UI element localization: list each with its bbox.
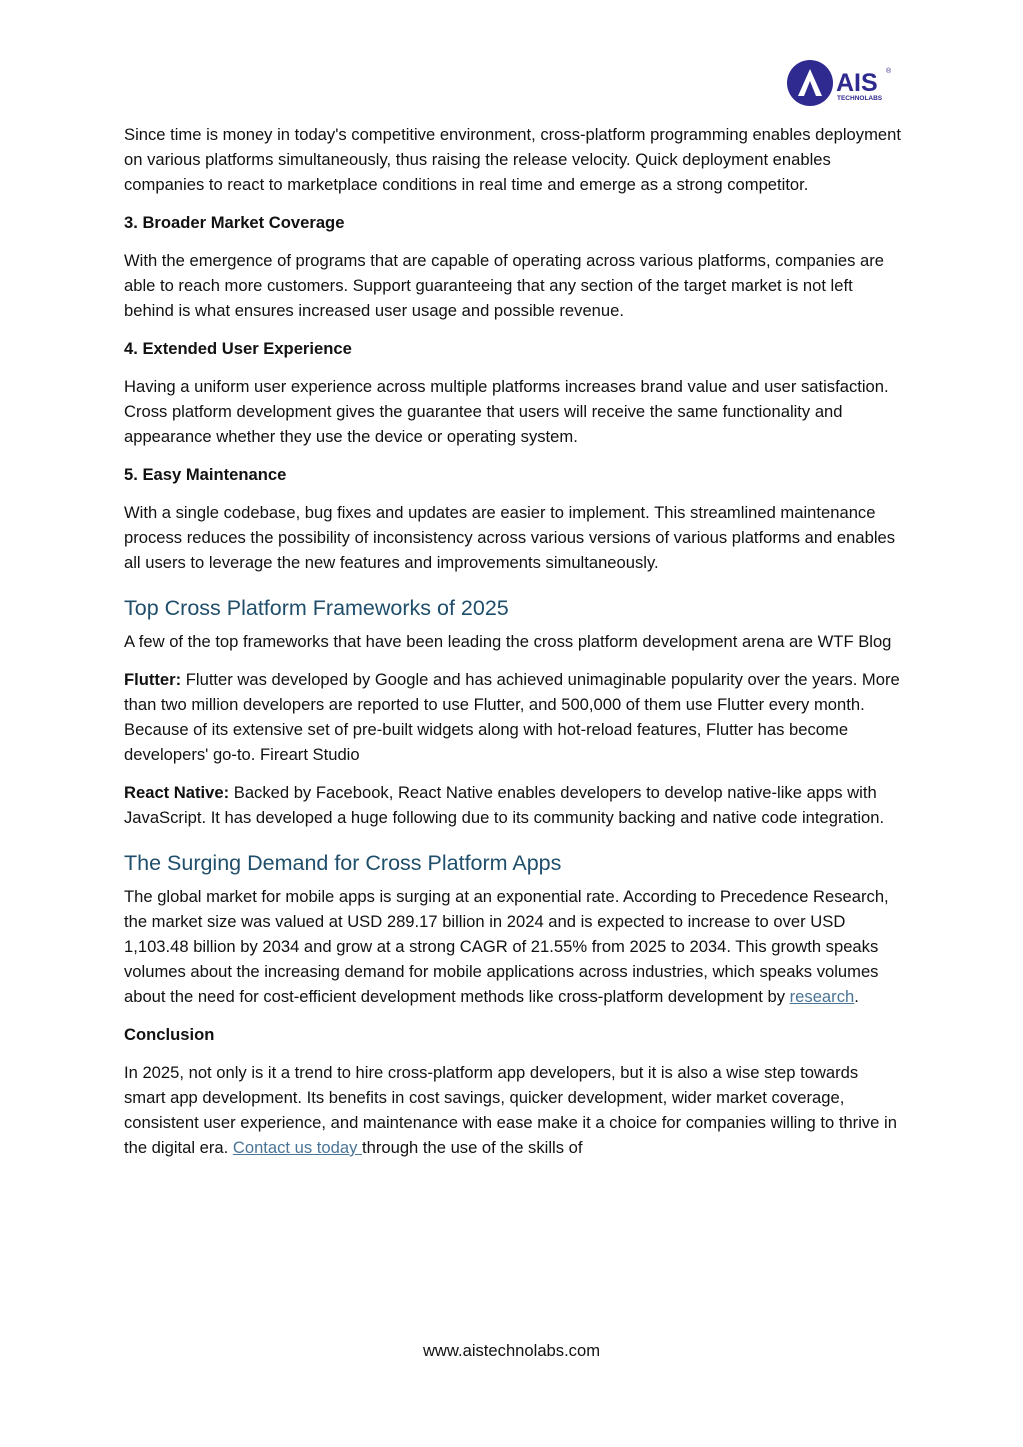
paragraph-flutter [124, 667, 902, 767]
article-body [124, 122, 902, 1173]
paragraph-intro: Since time is money in today's competitive environment, cross-platform programming enables deployment on various platforms simultaneously, thus raising the release velocity. Quick deployment enables companies to react to marketplace conditions in real time and emerge as a strong competitor. [124, 125, 901, 194]
paragraph-easy-maintenance: With a single codebase, bug fixes and updates are easier to implement. This streamlined maintenance process reduces the possibility of inconsistency across various versions of various platforms and enables all users to leverage the new features and improvements simultaneously. [124, 503, 896, 572]
heading-easy-maintenance: 5. Easy Maintenance [124, 465, 287, 484]
surging-demand-text: The global market for mobile apps is surging at an exponential rate. According to Precedence Research, the market size was valued at USD 289.17 billion in 2024 and is expected to increase to over USD 1,103.48 billion by 2034 and grow at a strong CAGR of 21.55% from 2025 to 2034. This growth speaks volumes about the increasing demand for mobile applications across industries, which speaks volumes about the need for cost-efficient development methods like cross-platform development by [124, 887, 889, 1006]
flutter-text: Flutter was developed by Google and has achieved unimaginable popularity over the years. More than two million developers are reported to use Flutter, and 500,000 of them use Flutter every month. Because of its extensive set of pre-built widgets along with hot-reload features, Flutter has become developers' go-to. Fireart Studio [124, 670, 900, 764]
contact-us-link[interactable]: Contact us today [232, 1138, 362, 1157]
logo-text: AIS [836, 69, 878, 97]
conclusion-text: In 2025, not only is it a trend to hire cross-platform app developers, but it is also a wise step towards smart app development. Its benefits in cost savings, quicker development, wider market coverage, consistent user experience, and maintenance with ease make it a choice for companies willing to thrive in the digital era. [124, 1063, 897, 1157]
paragraph-surging-demand [124, 884, 902, 1009]
ais-logo [787, 58, 899, 108]
paragraph-market-coverage: With the emergence of programs that are capable of operating across various platforms, companies are able to reach more customers. Support guaranteeing that any section of the target market is not left behind is what ensures increased user usage and possible revenue. [124, 251, 885, 320]
react-native-label: React Native: [124, 783, 230, 802]
heading-user-experience: 4. Extended User Experience [124, 339, 352, 358]
heading-market-coverage: 3. Broader Market Coverage [124, 213, 345, 232]
logo-registered-mark: ® [886, 68, 892, 75]
paragraph-conclusion [124, 1060, 902, 1160]
footer-url: www.aistechnolabs.com [422, 1341, 601, 1360]
paragraph-react-native [124, 780, 902, 830]
logo-subtext: TECHNOLABS [837, 95, 883, 102]
heading-top-frameworks: Top Cross Platform Frameworks of 2025 [124, 596, 509, 620]
conclusion-end: through the use of the skills of [362, 1138, 583, 1157]
research-link[interactable]: research [789, 987, 855, 1006]
flutter-label: Flutter: [124, 670, 182, 689]
react-native-text: Backed by Facebook, React Native enables developers to develop native-like apps with JavaScript. It has developed a huge following due to its community backing and native code integration. [124, 783, 885, 827]
heading-conclusion: Conclusion [124, 1025, 215, 1044]
paragraph-user-experience: Having a uniform user experience across multiple platforms increases brand value and user satisfaction. Cross platform development gives the guarantee that users will receive the same functionality and appearance whether they use the device or operating system. [124, 377, 889, 446]
surging-demand-end: . [854, 987, 859, 1006]
paragraph-top-frameworks: A few of the top frameworks that have been leading the cross platform development arena are WTF Blog [124, 632, 892, 651]
heading-surging-demand: The Surging Demand for Cross Platform Apps [124, 851, 562, 875]
